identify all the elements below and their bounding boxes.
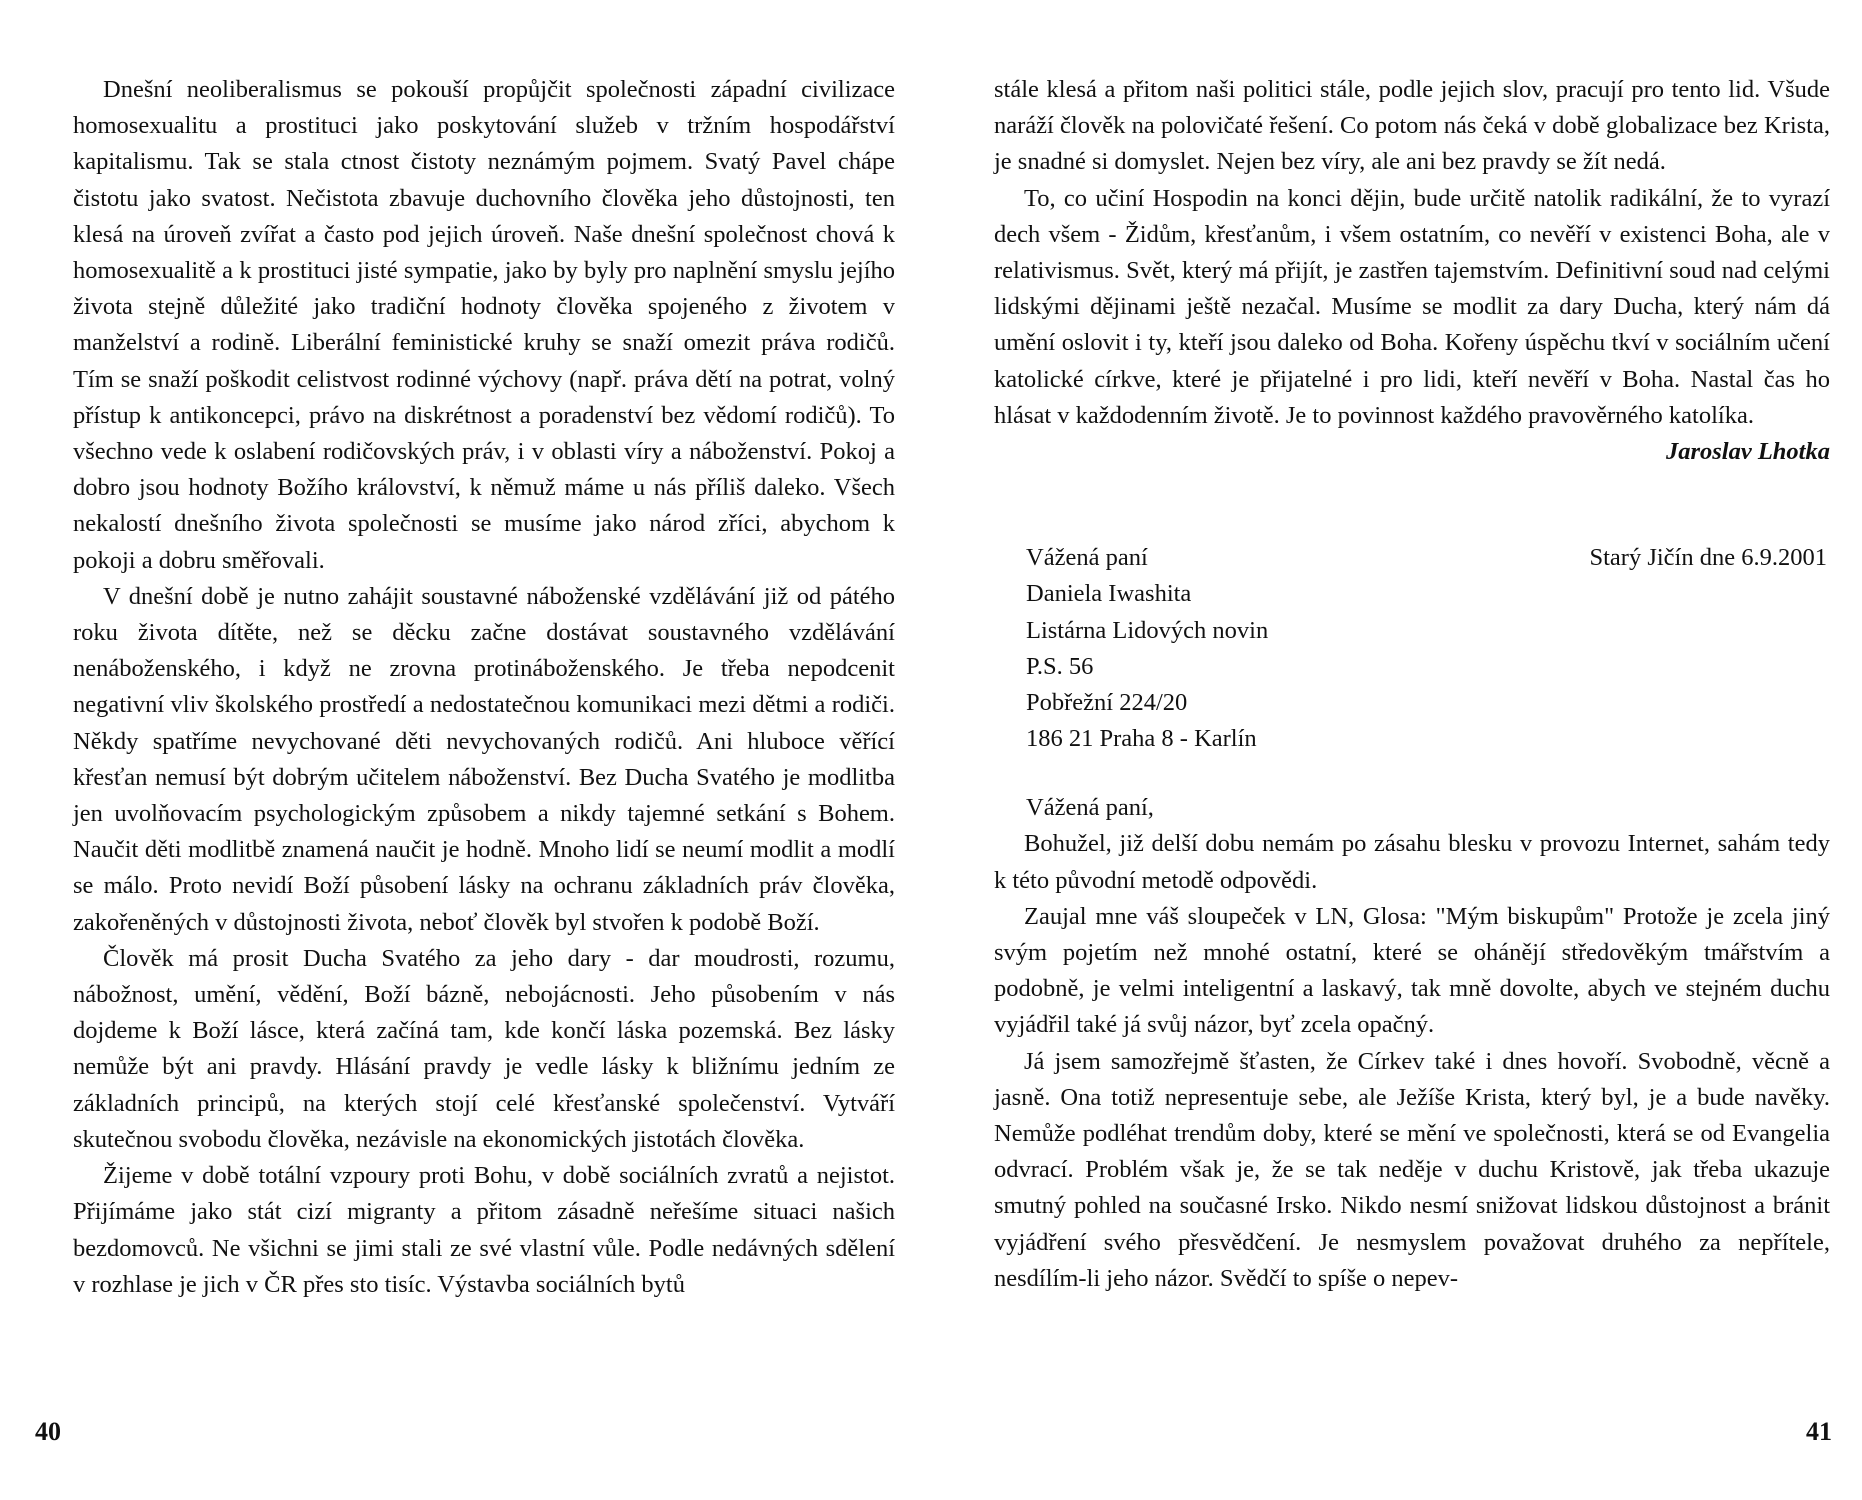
letter-salutation: Vážená paní, xyxy=(1026,794,1154,822)
address-line: Listárna Lidových novin xyxy=(1026,616,1269,644)
left-page-text-column xyxy=(73,72,895,1303)
page-number-left: 40 xyxy=(35,1417,61,1446)
author-signature: Jaroslav Lhotka xyxy=(1665,438,1830,466)
address-line: 186 21 Praha 8 - Karlín xyxy=(1026,725,1257,753)
right-page-text-column xyxy=(994,72,1830,1297)
left-paragraph-4: Žijeme v době totální vzpoury proti Bohu, v době sociálních zvratů a nejistot. Přijímáme jako stát cizí migranty a přitom zásadně neřešíme situaci našich bezdomovců. Ne všichni se jimi stali ze své vlastní vůle. Podle nedávných sdělení v rozhlase je jich v ČR přes sto tisíc. Výstavba sociálních bytů xyxy=(73,1162,895,1298)
address-line: Daniela Iwashita xyxy=(1026,580,1192,608)
left-paragraph-3: Člověk má prosit Ducha Svatého za jeho dary - dar moudrosti, rozumu, nábožnost, umění, vědění, Boží bázně, nebojácnosti. Jeho působením v nás dojdeme k Boží lásce, která začíná tam, kde končí láska pozemská. Bez lásky nemůže být ani pravdy. Hlásání pravdy je vedle lásky k bližnímu jedním ze základních principů, na kterých stojí celé křesťanské společenství. Vytváří skutečnou svobodu člověka, nezávisle na ekonomických jistotách člověka. xyxy=(73,944,895,1153)
right-continuation-paragraph: stále klesá a přitom naši politici stále, podle jejich slov, pracují pro tento lid. Všude naráží člověk na polovičaté řešení. Co potom nás čeká v době globalizace bez Krista, je snadné si domyslet. Nejen bez víry, ale ani bez pravdy se žít nedá. xyxy=(994,76,1830,176)
letter-date: Starý Jičín dne 6.9.2001 xyxy=(1589,544,1827,572)
address-line: Vážená paní xyxy=(1026,544,1148,572)
page-number-right: 41 xyxy=(1806,1417,1832,1446)
left-paragraph-1: Dnešní neoliberalismus se pokouší propůjčit společnosti západní civilizace homosexualitu a prostituci jako poskytování služeb v tržním hospodářství kapitalismu. Tak se stala ctnost čistoty neznámým pojmem. Svatý Pavel chápe čistotu jako svatost. Nečistota zbavuje duchovního člověka jeho důstojnosti, ten klesá na úroveň zvířat a často pod jejich úroveň. Naše dnešní společnost chová k homosexualitě a k prostituci jisté sympatie, jako by byly pro naplnění smyslu jejího života stejně důležité jako tradiční hodnoty člověka spojeného z životem v manželství a rodině. Liberální feministické kruhy se snaží omezit práva rodičů. Tím se snaží poškodit celistvost rodinné výchovy (např. práva dětí na potrat, volný přístup k antikoncepci, právo na diskrétnost a poradenství bez vědomí rodičů). To všechno vede k oslabení rodičovských práv, i v oblasti víry a náboženství. Pokoj a dobro jsou hodnoty Božího království, k němuž máme u nás příliš daleko. Všech nekalostí dnešního života společnosti se musíme jako národ zříci, abychom k pokoji a dobru směřovali. xyxy=(73,76,895,574)
right-paragraph-2: To, co učiní Hospodin na konci dějin, bude určitě natolik radikální, že to vyrazí dech všem - Židům, křesťanům, i všem ostatním, co nevěří v existenci Boha, ale v relativismus. Svět, který má přijít, je zastřen tajemstvím. Definitivní soud nad celými lidskými dějinami ještě nezačal. Musíme se modlit za dary Ducha, který nám dá umění oslovit i ty, kteří jsou daleko od Boha. Kořeny úspěchu tkví v sociálním učení katolické církve, které je přijatelné i pro lidi, kteří nevěří v Boha. Nastal čas ho hlásat v každodenním životě. Je to povinnost každého pravověrného katolíka. xyxy=(994,184,1830,429)
left-paragraph-2: V dnešní době je nutno zahájit soustavné náboženské vzdělávání již od pátého roku života dítěte, než se děcku začne dostávat soustavného vzdělávání nenáboženského, i když ne zrovna protináboženského. Je třeba nepodcenit negativní vliv školského prostředí a nedostatečnou komunikaci mezi dětmi a rodiči. Někdy spatříme nevychované děti nevychovaných rodičů. Ani hluboce věřící křesťan nemusí být dobrým učitelem náboženství. Bez Ducha Svatého je modlitba jen uvolňovacím psychologickým způsobem a nikdy tajemné setkání s Bohem. Naučit děti modlitbě znamená naučit je hodně. Mnoho lidí se neumí modlit a modlí se málo. Proto nevidí Boží působení lásky na ochranu základních práv člověka, zakořeněných v důstojnosti života, neboť člověk byl stvořen k podobě Boží. xyxy=(73,582,895,936)
letter-paragraph-3: Já jsem samozřejmě šťasten, že Církev také i dnes hovoří. Svobodně, věcně a jasně. Ona totiž nepresentuje sebe, ale Ježíše Krista, který byl, je a bude navěky. Nemůže podléhat trendům doby, které se mění ve společnosti, která se od Evangelia odvrací. Problém však je, že se tak neděje v duchu Kristově, jak třeba ukazuje smutný pohled na současné Irsko. Nikdo nesmí snižovat lidskou důstojnost a bránit vyjádření svého přesvědčení. Je nesmyslem považovat druhého za nepřítele, nesdílím-li jeho názor. Svědčí to spíše o nepev- xyxy=(994,1047,1830,1292)
address-line: P.S. 56 xyxy=(1026,652,1094,680)
letter-address-block xyxy=(994,540,1830,758)
address-line: Pobřežní 224/20 xyxy=(1026,689,1188,717)
letter-paragraph-2: Zaujal mne váš sloupeček v LN, Glosa: "Mým biskupům" Protože je zcela jiný svým pojetím než mnohé ostatní, které se ohánějí středověkým tmářstvím a podobně, je velmi inteligentní a laskavý, tak mně dovolte, abych ve stejném duchu vyjádřil také já svůj názor, byť zcela opačný. xyxy=(994,902,1830,1039)
right-page xyxy=(931,0,1862,1500)
letter-paragraph-1: Bohužel, již delší dobu nemám po zásahu blesku v provozu Internet, sahám tedy k této původní metodě odpovědi. xyxy=(994,830,1830,894)
